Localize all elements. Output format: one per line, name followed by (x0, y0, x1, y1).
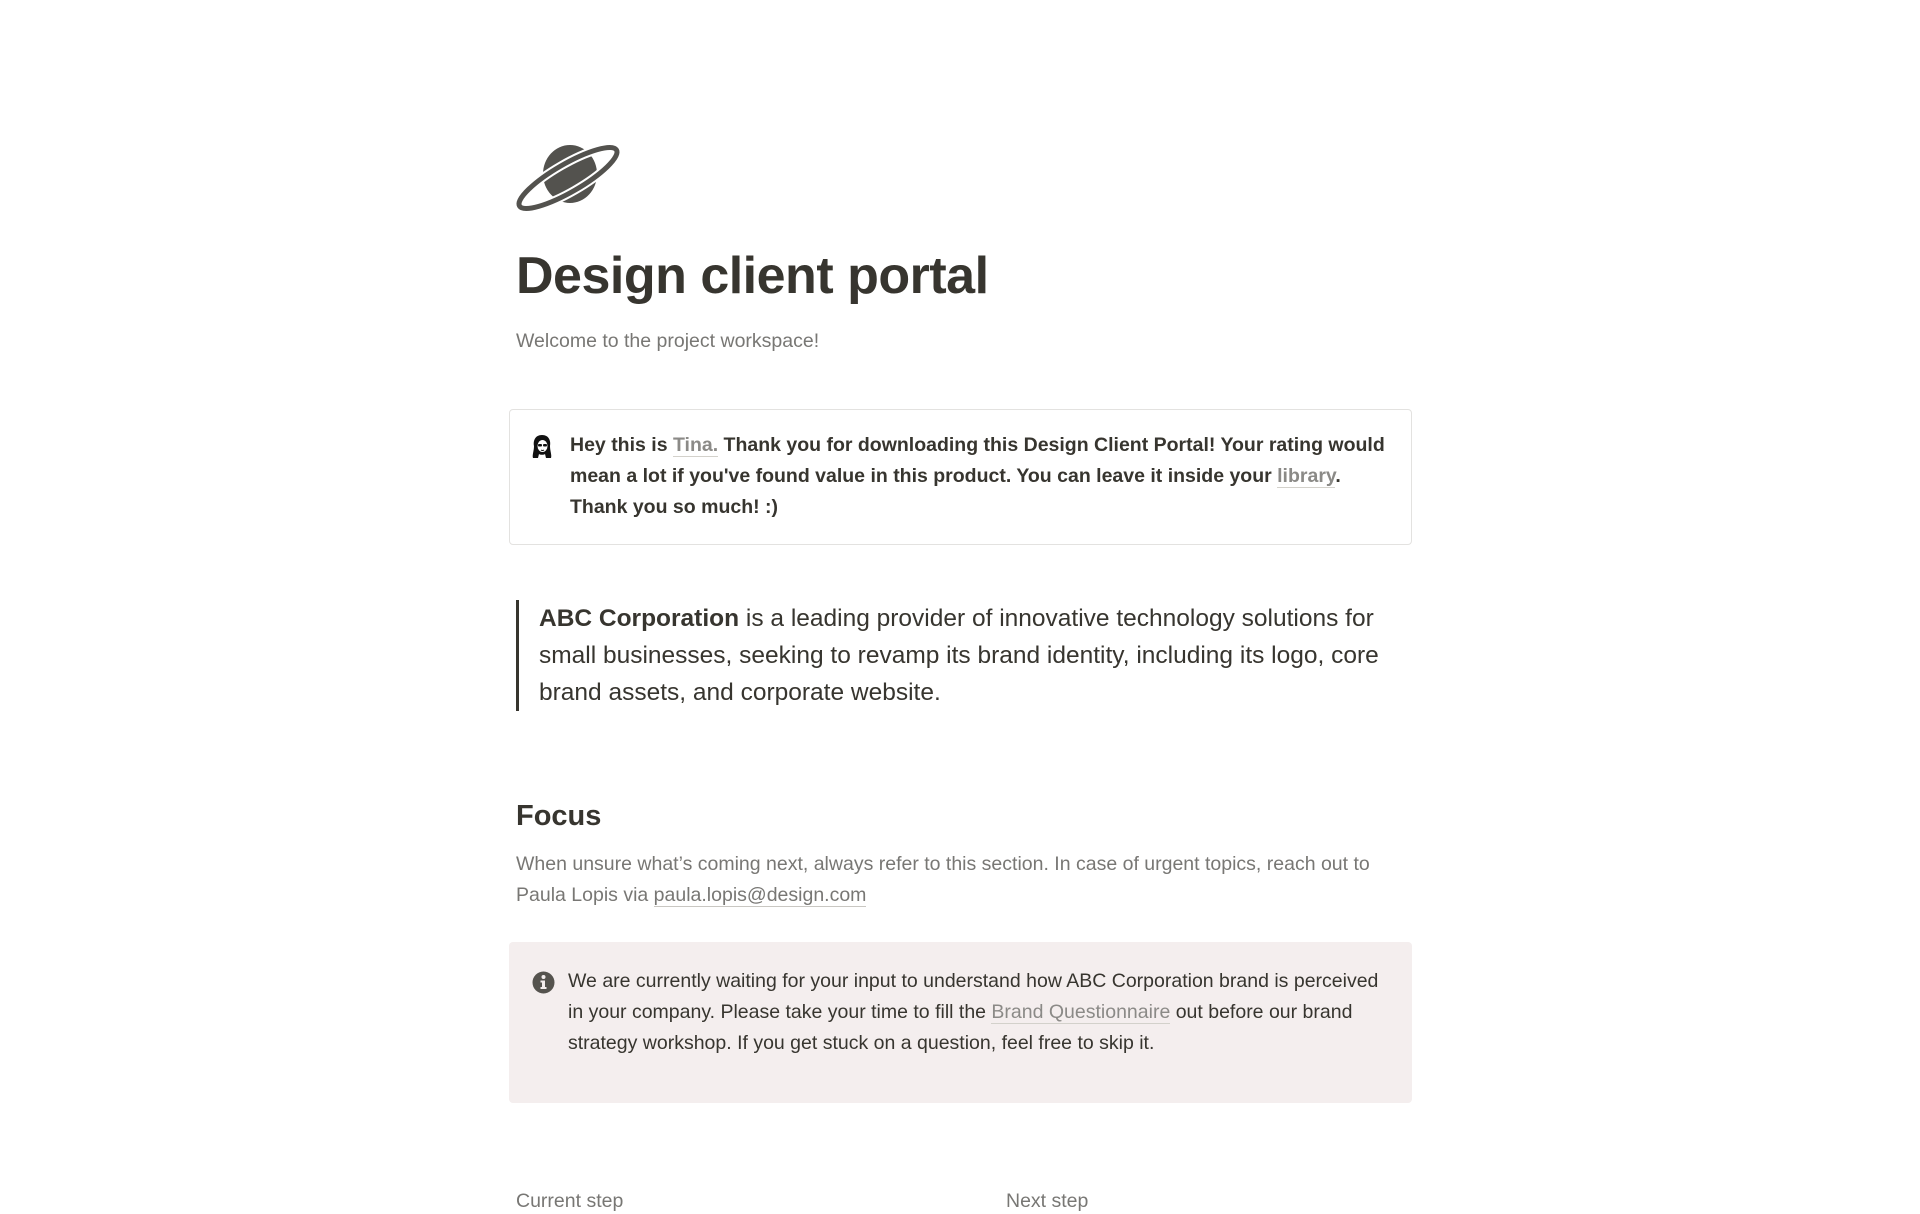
company-quote (516, 600, 1412, 711)
text-segment: We are currently waiting for your input to understand how ABC Corporation brand is perceived in your company. Please take your time to fill the (568, 970, 1379, 1023)
author-link[interactable]: Tina. (672, 434, 719, 456)
info-callout-text (568, 966, 1398, 1059)
text-segment: When unsure what’s coming next, always refer to this section. In case of urgent topics, reach out to Paula Lopis via (516, 853, 1370, 906)
company-name: ABC Corporation (539, 605, 740, 632)
focus-description (516, 849, 1416, 911)
text-segment: Thank you for downloading this Design Client Portal! Your rating would mean a lot if you've found value in this product. You can leave it inside your (570, 434, 1385, 487)
info-callout (509, 942, 1412, 1103)
library-link[interactable]: library (1277, 465, 1336, 487)
page-subtitle: Welcome to the project workspace! (516, 330, 820, 352)
next-step-label: Next step (1006, 1190, 1089, 1212)
email-link[interactable]: paula.lopis@design.com (653, 884, 867, 906)
focus-heading: Focus (516, 800, 602, 832)
text-segment: out before our brand strategy workshop. If you get stuck on a question, feel free to skip it. (568, 1001, 1353, 1054)
text-segment: . Thank you so much! :) (570, 465, 1341, 518)
intro-callout (509, 409, 1412, 545)
woman-avatar-icon (530, 434, 554, 460)
quote-text: is a leading provider of innovative technology solutions for small businesses, seeking to revamp its brand identity, including its logo, core brand assets, and corporate website. (539, 605, 1379, 706)
text-segment: Hey this is (570, 434, 673, 456)
planet-icon[interactable] (516, 140, 620, 212)
intro-callout-text (570, 430, 1400, 523)
page-title: Design client portal (516, 247, 989, 305)
info-icon (532, 971, 555, 994)
brand-questionnaire-link[interactable]: Brand Questionnaire (991, 1001, 1171, 1023)
current-step-label: Current step (516, 1190, 624, 1212)
